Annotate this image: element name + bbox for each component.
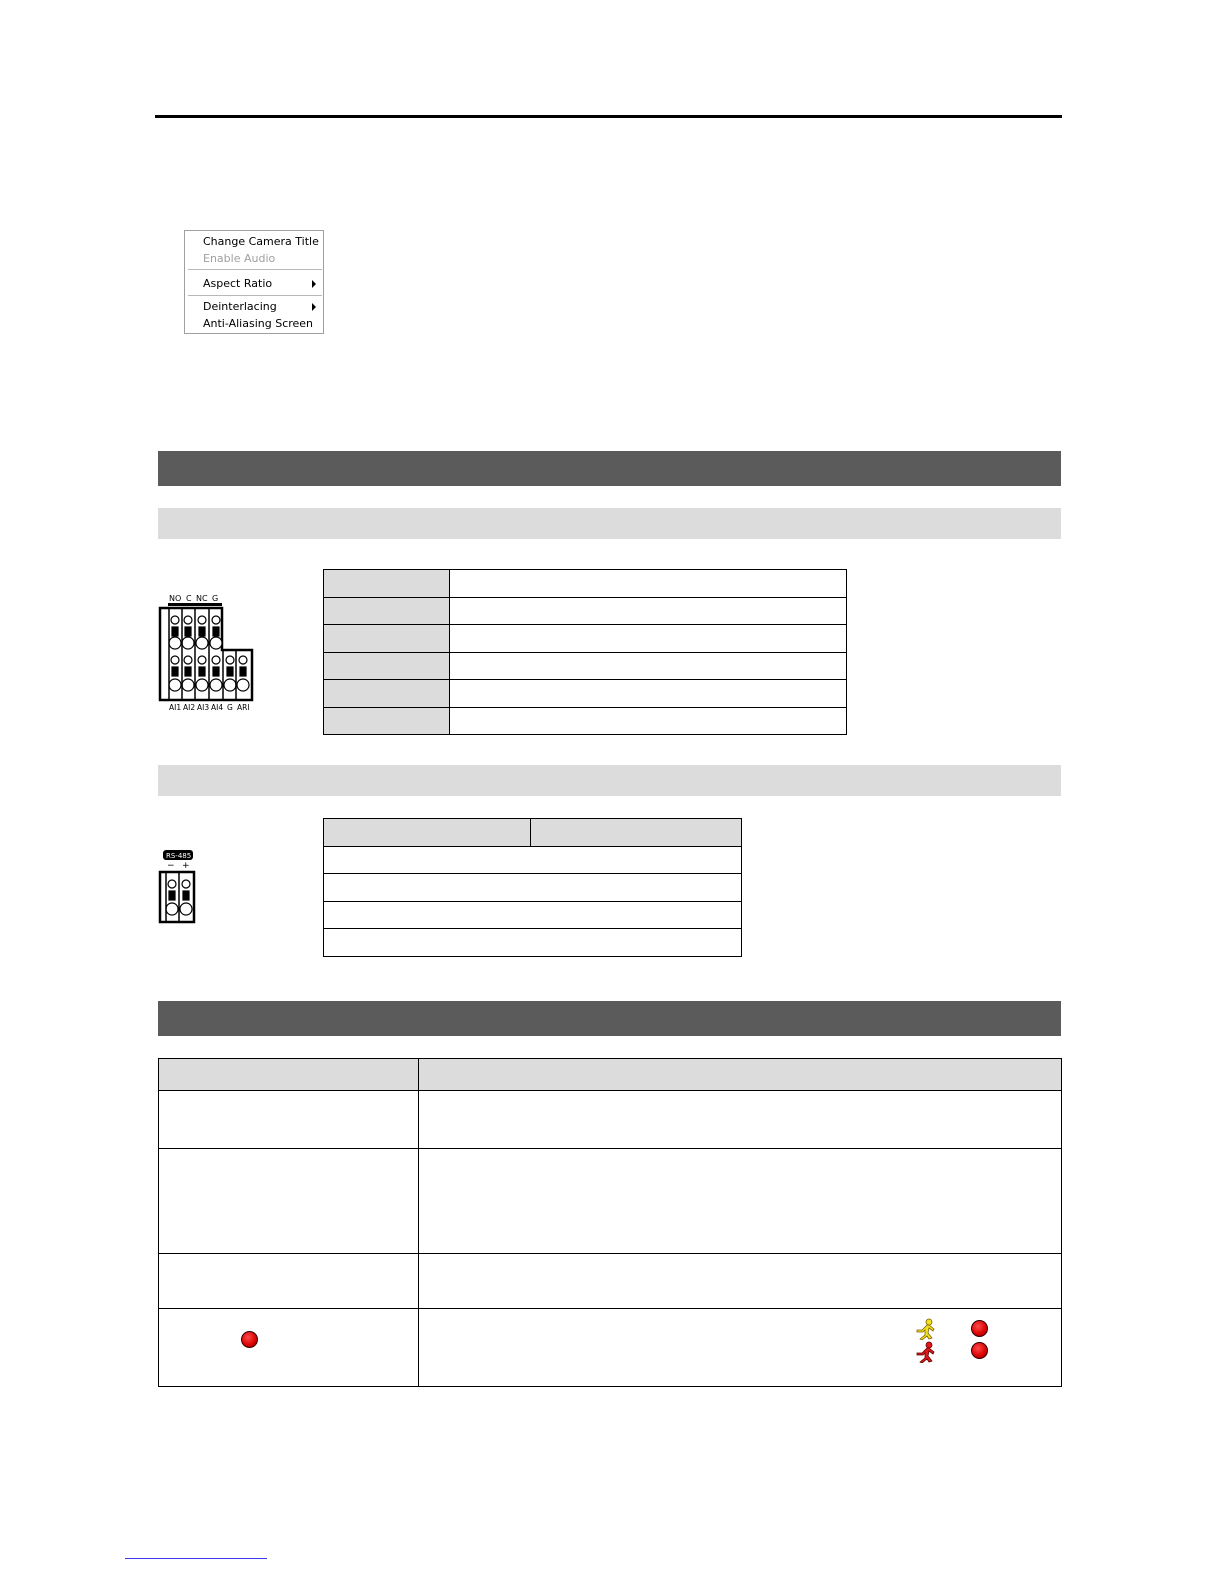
table-row <box>324 707 847 735</box>
alarm-pin-table <box>323 569 847 735</box>
table-row <box>159 1091 1062 1149</box>
submenu-arrow-icon <box>312 280 316 288</box>
table-row <box>324 570 847 598</box>
table-row <box>324 652 847 680</box>
rs485-table <box>323 818 742 957</box>
table-row <box>324 929 742 957</box>
polarity-label: − <box>167 861 175 871</box>
terminal-label: NO <box>169 594 182 603</box>
subsection-header-bar <box>158 508 1061 539</box>
menu-item-change-camera-title[interactable]: Change Camera Title <box>203 235 319 248</box>
table-row <box>324 680 847 708</box>
section-header-bar <box>158 451 1061 486</box>
menu-item-anti-aliasing-screen[interactable]: Anti-Aliasing Screen <box>203 317 314 330</box>
alarm-terminal-diagram <box>155 590 260 715</box>
terminal-label: AI4 <box>211 703 224 712</box>
rs485-connector-diagram <box>157 848 202 928</box>
terminal-label: NC <box>196 594 208 603</box>
terminal-label: C <box>186 594 192 603</box>
section-header-bar <box>158 1001 1061 1036</box>
terminal-label: AI2 <box>183 703 196 712</box>
terminal-label: AI3 <box>197 703 210 712</box>
polarity-label: + <box>182 861 190 871</box>
table-row <box>159 1254 1062 1309</box>
footer-link-underline[interactable] <box>125 1558 267 1559</box>
subsection-header-bar <box>158 765 1061 796</box>
submenu-arrow-icon <box>312 303 316 311</box>
menu-item-enable-audio: Enable Audio <box>203 252 276 265</box>
table-row <box>159 1059 1062 1091</box>
table-row <box>324 597 847 625</box>
table-row <box>324 819 742 847</box>
record-indicator-icon <box>971 1342 988 1359</box>
terminal-label: G <box>212 594 219 603</box>
rs485-label: RS-485 <box>166 852 192 860</box>
terminal-label: ARI <box>237 703 250 712</box>
table-row <box>324 625 847 653</box>
menu-item-aspect-ratio[interactable]: Aspect Ratio <box>203 277 273 290</box>
terminal-label: AI1 <box>169 703 182 712</box>
red-motion-icon <box>914 1341 936 1363</box>
menu-separator <box>188 295 322 296</box>
camera-context-menu <box>184 230 324 334</box>
record-indicator-icon <box>971 1320 988 1337</box>
table-row <box>159 1149 1062 1254</box>
terminal-label: G <box>227 703 233 712</box>
menu-item-deinterlacing[interactable]: Deinterlacing <box>203 300 277 313</box>
record-indicator-icon <box>241 1331 258 1348</box>
table-row <box>324 901 742 929</box>
header-rule <box>155 115 1062 118</box>
table-row <box>324 846 742 874</box>
yellow-motion-icon <box>914 1318 936 1340</box>
table-row <box>324 874 742 902</box>
menu-separator <box>188 269 322 270</box>
